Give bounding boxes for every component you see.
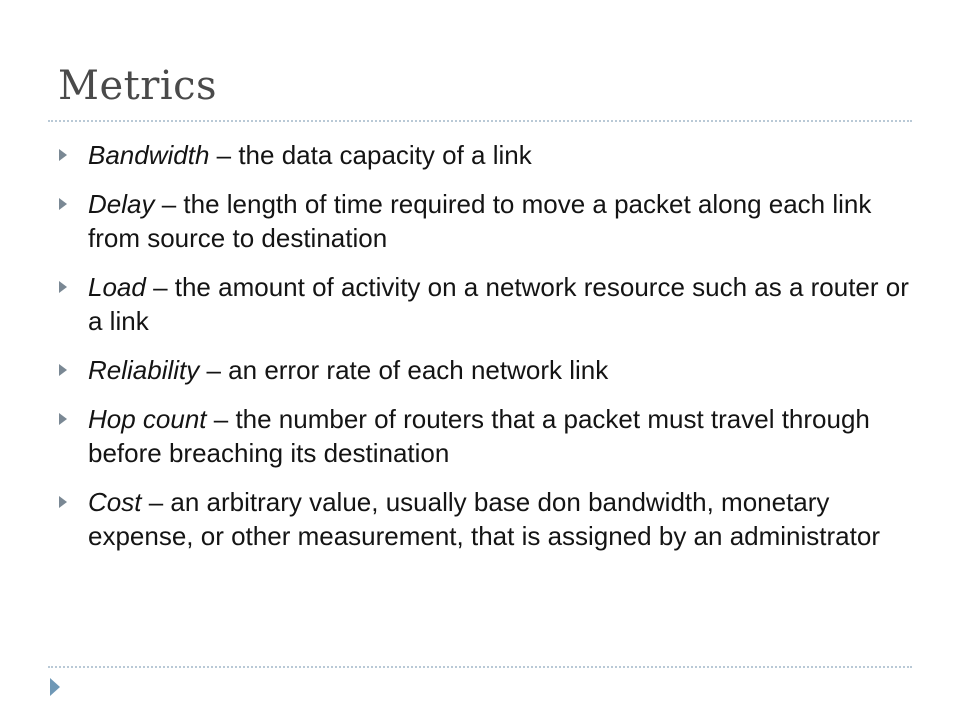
bullet-term: Bandwidth [88, 140, 210, 170]
bullet-term: Delay [88, 189, 155, 219]
slide-title: Metrics [58, 63, 218, 109]
bullet-arrow-icon [58, 280, 68, 294]
bullet-text: – the length of time required to move a packet along each link from source to destination [88, 189, 872, 253]
bullet-arrow-icon [58, 148, 68, 162]
bullet-cost [58, 485, 918, 553]
bullet-arrow-icon [58, 495, 68, 509]
bullet-arrow-icon [58, 363, 68, 377]
bullet-text: – the number of routers that a packet must travel through before breaching its destination [88, 404, 870, 468]
bullet-load [58, 270, 918, 338]
bullet-text: – the data capacity of a link [209, 140, 532, 170]
bullet-arrow-icon [58, 197, 68, 211]
bullet-bandwidth [58, 138, 918, 172]
bullet-text: – an arbitrary value, usually base don bandwidth, monetary expense, or other measurement, that is assigned by an administrator [88, 487, 880, 551]
title-divider [48, 120, 912, 122]
bullet-list [58, 138, 918, 568]
bullet-text: – the amount of activity on a network resource such as a router or a link [88, 272, 909, 336]
footer-arrow-icon [49, 677, 61, 697]
bullet-term: Hop count [88, 404, 207, 434]
bullet-hop-count [58, 402, 918, 470]
footer-divider [48, 666, 912, 668]
bullet-delay [58, 187, 918, 255]
bullet-term: Reliability [88, 355, 200, 385]
bullet-reliability [58, 353, 918, 387]
bullet-arrow-icon [58, 412, 68, 426]
bullet-text: – an error rate of each network link [199, 355, 609, 385]
bullet-term: Load [88, 272, 146, 302]
bullet-term: Cost [88, 487, 142, 517]
